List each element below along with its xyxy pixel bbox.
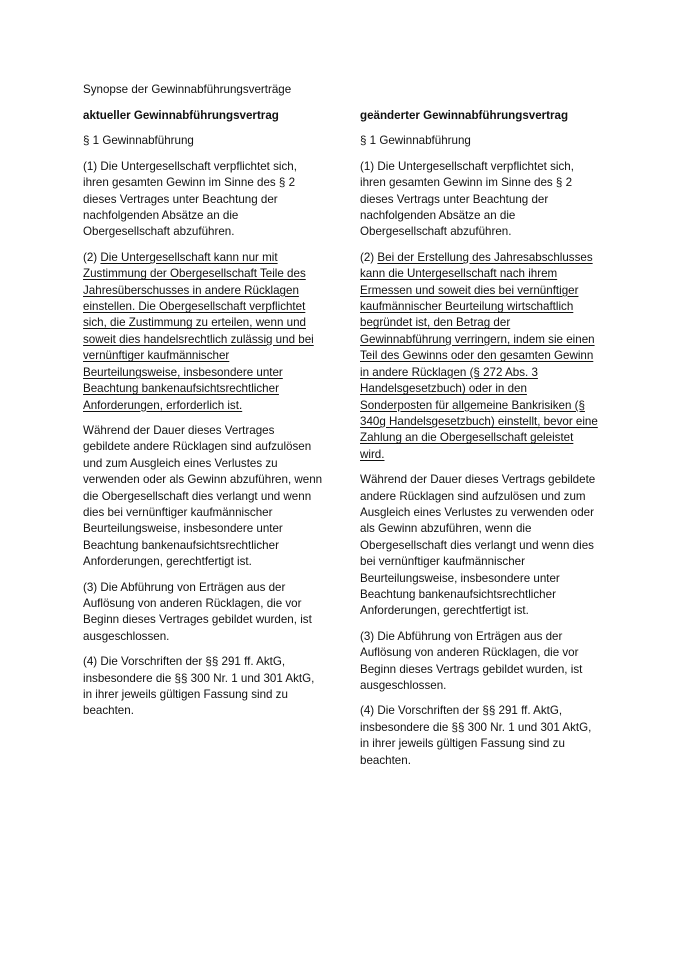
paragraph-4: (4) Die Vorschriften der §§ 291 ff. AktG, insbesondere die §§ 300 Nr. 1 und 301 AktG, in ihrer jeweils gültigen Fassung sind zu beachten.: [360, 704, 592, 767]
paragraph-2-amended-text: Bei der Erstellung des Jahresabschlusses kann die Untergesellschaft nach ihrem Ermessen und soweit dies bei vernünftiger kaufmännischer Beurteilung wirtschaftlich begründet ist, den Betrag der Gewinnabführung verringern, indem sie einen Teil des Gewinns oder den gesamten Gewinn in andere Rücklagen (§ 272 Abs. 3 Handelsgesetzbuch) oder in den Sonderposten für allgemeine Bankrisiken (§ 340g Handelsgesetzbuch) einstellt, bevor eine Zahlung an die Obergesellschaft geleistet wird.: [360, 250, 598, 461]
paragraph-4: (4) Die Vorschriften der §§ 291 ff. AktG, insbesondere die §§ 300 Nr. 1 und 301 AktG, in ihrer jeweils gültigen Fassung sind zu beachten.: [83, 655, 315, 718]
amended-contract-column: [360, 108, 600, 778]
paragraph-3: (3) Die Abführung von Erträgen aus der Auflösung von anderen Rücklagen, die vor Beginn dieses Vertrags gebildet wurden, ist ausgeschlossen.: [360, 629, 583, 692]
current-contract-heading: aktueller Gewinnabführungsvertrag: [83, 109, 279, 122]
paragraph-2-number: (2): [360, 250, 378, 264]
paragraph-3: (3) Die Abführung von Erträgen aus der Auflösung von anderen Rücklagen, die vor Beginn dieses Vertrages gebildet wurden, ist ausgeschlossen.: [83, 580, 312, 643]
paragraph-2: [83, 250, 323, 414]
section-title: § 1 Gewinnabführung: [83, 134, 194, 148]
paragraph-2-continued: Während der Dauer dieses Vertrags gebildete andere Rücklagen sind aufzulösen und zum Ausgleich eines Verlustes zu verwenden oder als Gewinn abzuführen, wenn die Obergesellschaft dies verlangt und wenn dies bei vernünftiger kaufmännischer Beurteilungsweise, insbesondere unter Beachtung bankenaufsichtsrechtlicher Anforderungen, gerechtfertigt ist.: [360, 473, 596, 618]
paragraph-2-amended-text: Die Untergesellschaft kann nur mit Zustimmung der Obergesellschaft Teile des Jahresüberschusses in andere Rücklagen einstellen. Die Obergesellschaft verpflichtet sich, die Zustimmung zu erteilen, wenn und soweit dies handelsrechtlich zulässig und bei vernünftiger kaufmännischer Beurteilungsweise, insbesondere unter Beachtung bankenaufsichtsrechtlicher Anforderungen, erforderlich ist.: [83, 250, 314, 412]
current-contract-column: [83, 108, 323, 729]
paragraph-2-continued: Während der Dauer dieses Vertrages gebildete andere Rücklagen sind aufzulösen und zum Ausgleich eines Verlustes zu verwenden oder als Gewinn abzuführen, wenn die Obergesellschaft dies verlangt und wenn dies bei vernünftiger kaufmännischer Beurteilungsweise, insbesondere unter Beachtung bankenaufsichtsrechtlicher Anforderungen, gerechtfertigt ist.: [83, 423, 323, 569]
paragraph-2-number: (2): [83, 250, 101, 264]
amended-contract-heading: geänderter Gewinnabführungsvertrag: [360, 109, 569, 122]
paragraph-2: [360, 250, 600, 463]
paragraph-1: (1) Die Untergesellschaft verpflichtet sich, ihren gesamten Gewinn im Sinne des § 2 dieses Vertrags unter Beachtung der nachfolgenden Absätze an die Obergesellschaft abzuführen.: [360, 159, 574, 239]
paragraph-1: (1) Die Untergesellschaft verpflichtet sich, ihren gesamten Gewinn im Sinne des § 2 dieses Vertrages unter Beachtung der nachfolgenden Absätze an die Obergesellschaft abzuführen.: [83, 159, 297, 239]
section-title: § 1 Gewinnabführung: [360, 134, 471, 148]
document-title: Synopse der Gewinnabführungsverträge: [83, 83, 292, 96]
